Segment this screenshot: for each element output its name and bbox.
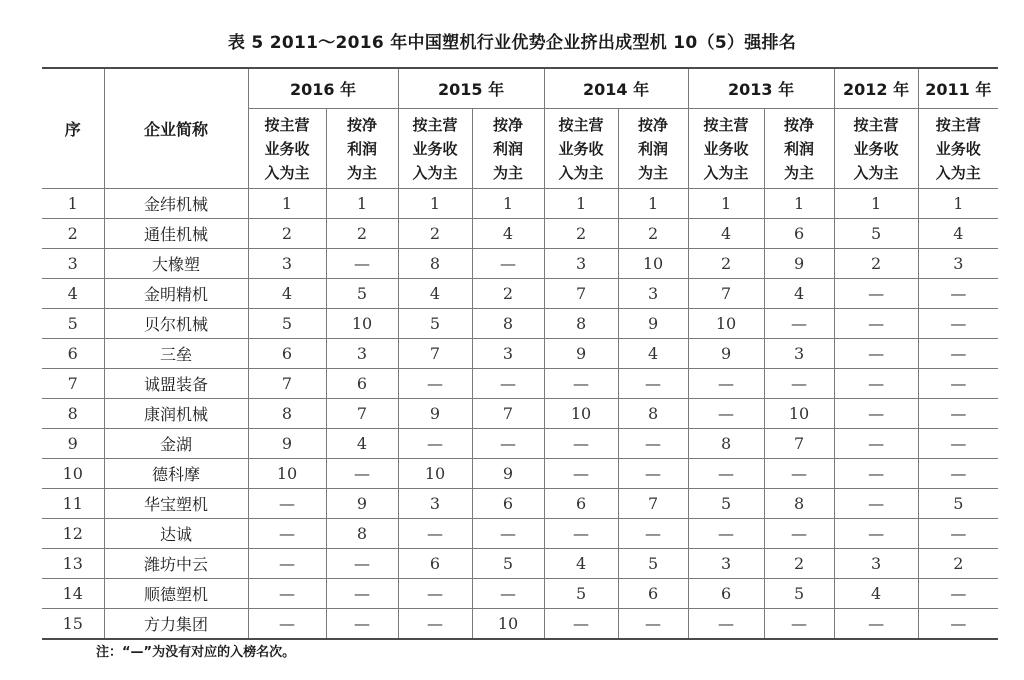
rank-cell: — [834, 309, 918, 339]
rank-cell: 8 [764, 489, 834, 519]
table-row [42, 189, 998, 219]
row-company-name: 康润机械 [104, 399, 248, 429]
rank-cell: — [618, 429, 688, 459]
rank-cell: — [544, 369, 618, 399]
table-row [42, 549, 998, 579]
rank-cell: 9 [326, 489, 398, 519]
rank-cell: 1 [472, 189, 544, 219]
rank-cell: 9 [398, 399, 472, 429]
header-by-profit [618, 109, 688, 189]
rank-cell: 1 [544, 189, 618, 219]
row-company-name: 德科摩 [104, 459, 248, 489]
rank-cell: 4 [688, 219, 764, 249]
rank-cell: 4 [472, 219, 544, 249]
rank-cell: 8 [472, 309, 544, 339]
rank-cell: 2 [326, 219, 398, 249]
rank-cell: — [248, 519, 326, 549]
rank-cell: — [918, 399, 998, 429]
rank-cell: — [326, 459, 398, 489]
rank-cell: 2 [764, 549, 834, 579]
rank-cell: — [918, 519, 998, 549]
rank-cell: — [248, 489, 326, 519]
rank-cell: 8 [248, 399, 326, 429]
rank-cell: 8 [398, 249, 472, 279]
rank-cell: 5 [918, 489, 998, 519]
rank-cell: — [918, 609, 998, 640]
rank-cell: — [326, 249, 398, 279]
row-seq: 15 [42, 609, 104, 640]
rank-cell: 10 [544, 399, 618, 429]
rank-cell: 2 [398, 219, 472, 249]
header-line: 利润 [638, 139, 669, 158]
header-line: 入为主 [264, 163, 310, 182]
rank-cell: 1 [398, 189, 472, 219]
rank-cell: 6 [398, 549, 472, 579]
header-line: 利润 [493, 139, 524, 158]
row-company-name: 顺德塑机 [104, 579, 248, 609]
header-by-revenue [688, 109, 764, 189]
rank-cell: 1 [326, 189, 398, 219]
rank-cell: 5 [688, 489, 764, 519]
header-line: 业务收 [264, 139, 310, 158]
row-seq: 6 [42, 339, 104, 369]
rank-cell: — [764, 369, 834, 399]
header-line: 按主营 [264, 115, 310, 134]
row-seq: 14 [42, 579, 104, 609]
rank-cell: 9 [688, 339, 764, 369]
rank-cell: 7 [398, 339, 472, 369]
header-line: 入为主 [558, 163, 604, 182]
rank-cell: 5 [248, 309, 326, 339]
rank-cell: 9 [618, 309, 688, 339]
rank-cell: 2 [918, 549, 998, 579]
rank-cell: — [918, 459, 998, 489]
rank-cell: — [834, 459, 918, 489]
header-line: 按净 [784, 115, 815, 134]
rank-cell: 10 [398, 459, 472, 489]
header-line: 入为主 [703, 163, 749, 182]
rank-cell: 10 [764, 399, 834, 429]
rank-cell: 9 [764, 249, 834, 279]
table-row [42, 249, 998, 279]
rank-cell: 7 [688, 279, 764, 309]
header-line: 业务收 [935, 139, 981, 158]
rank-cell: 4 [248, 279, 326, 309]
rank-cell: — [834, 609, 918, 640]
row-seq: 9 [42, 429, 104, 459]
header-year-2011: 2011 年 [918, 68, 998, 109]
rank-cell: 3 [688, 549, 764, 579]
rank-cell: 6 [618, 579, 688, 609]
rank-cell: 10 [248, 459, 326, 489]
header-year-2013: 2013 年 [688, 68, 834, 109]
rank-cell: — [544, 609, 618, 640]
rank-cell: 2 [248, 219, 326, 249]
table-row [42, 609, 998, 640]
rank-cell: 6 [326, 369, 398, 399]
rank-cell: 8 [326, 519, 398, 549]
header-by-revenue [544, 109, 618, 189]
header-by-revenue [918, 109, 998, 189]
header-line: 按净 [347, 115, 378, 134]
rank-cell: 9 [248, 429, 326, 459]
rank-cell: 7 [618, 489, 688, 519]
rank-cell: — [834, 489, 918, 519]
rank-cell: — [834, 399, 918, 429]
row-company-name: 金明精机 [104, 279, 248, 309]
row-company-name: 通佳机械 [104, 219, 248, 249]
row-company-name: 三垒 [104, 339, 248, 369]
row-seq: 13 [42, 549, 104, 579]
header-line: 按主营 [558, 115, 604, 134]
header-line: 按净 [638, 115, 669, 134]
rank-cell: 1 [618, 189, 688, 219]
rank-cell: 4 [544, 549, 618, 579]
rank-cell: — [398, 579, 472, 609]
table-row [42, 219, 998, 249]
rank-cell: — [398, 369, 472, 399]
rank-cell: — [544, 519, 618, 549]
rank-cell: 10 [472, 609, 544, 640]
rank-cell: — [688, 399, 764, 429]
rank-cell: 2 [834, 249, 918, 279]
rank-cell: 5 [764, 579, 834, 609]
rank-cell: 10 [326, 309, 398, 339]
rank-cell: 4 [326, 429, 398, 459]
header-by-profit [472, 109, 544, 189]
rank-cell: — [398, 609, 472, 640]
header-line: 业务收 [703, 139, 749, 158]
rank-cell: 1 [248, 189, 326, 219]
table-row [42, 399, 998, 429]
table-title: 表 5 2011～2016 年中国塑机行业优势企业挤出成型机 10（5）强排名 [227, 33, 797, 53]
header-by-revenue [398, 109, 472, 189]
rank-cell: 7 [472, 399, 544, 429]
header-line: 业务收 [558, 139, 604, 158]
header-line: 利润 [347, 139, 378, 158]
rank-cell: 2 [688, 249, 764, 279]
row-seq: 10 [42, 459, 104, 489]
rank-cell: — [326, 549, 398, 579]
rank-cell: — [834, 519, 918, 549]
rank-cell: — [248, 579, 326, 609]
row-company-name: 金纬机械 [104, 189, 248, 219]
rank-cell: 5 [472, 549, 544, 579]
rank-cell: 3 [918, 249, 998, 279]
rank-cell: 7 [326, 399, 398, 429]
rank-cell: — [764, 459, 834, 489]
table-row [42, 579, 998, 609]
rank-cell: — [688, 609, 764, 640]
header-row-years [42, 68, 998, 109]
header-line: 为主 [638, 163, 669, 182]
rank-cell: 4 [764, 279, 834, 309]
footnote: 注：“—”为没有对应的入榜名次。 [96, 645, 296, 660]
rank-cell: 3 [834, 549, 918, 579]
rank-cell: — [398, 519, 472, 549]
rank-cell: — [326, 579, 398, 609]
header-by-profit [764, 109, 834, 189]
rank-cell: — [918, 339, 998, 369]
rank-cell: 8 [544, 309, 618, 339]
table-row [42, 459, 998, 489]
header-line: 按主营 [703, 115, 749, 134]
row-company-name: 金湖 [104, 429, 248, 459]
rank-cell: — [688, 369, 764, 399]
rank-cell: 3 [544, 249, 618, 279]
rank-cell: — [618, 369, 688, 399]
header-by-profit [326, 109, 398, 189]
header-line: 为主 [784, 163, 815, 182]
rank-cell: — [472, 519, 544, 549]
row-seq: 1 [42, 189, 104, 219]
rank-cell: — [618, 459, 688, 489]
rank-cell: — [472, 249, 544, 279]
rank-cell: 7 [544, 279, 618, 309]
row-company-name: 华宝塑机 [104, 489, 248, 519]
rank-cell: — [326, 609, 398, 640]
rank-cell: — [918, 309, 998, 339]
row-seq: 11 [42, 489, 104, 519]
rank-cell: — [688, 459, 764, 489]
header-company-name: 企业简称 [104, 68, 248, 189]
header-line: 入为主 [853, 163, 899, 182]
rank-cell: 3 [248, 249, 326, 279]
row-company-name: 贝尔机械 [104, 309, 248, 339]
rank-cell: — [764, 519, 834, 549]
rank-cell: 8 [618, 399, 688, 429]
rank-cell: — [918, 579, 998, 609]
table-row [42, 489, 998, 519]
table-row [42, 429, 998, 459]
rank-cell: 2 [472, 279, 544, 309]
table-body [42, 189, 998, 640]
table-row [42, 519, 998, 549]
rank-cell: 7 [248, 369, 326, 399]
header-by-revenue [834, 109, 918, 189]
rank-cell: — [918, 369, 998, 399]
row-seq: 12 [42, 519, 104, 549]
rank-cell: 9 [472, 459, 544, 489]
rank-cell: 5 [544, 579, 618, 609]
rank-cell: 6 [764, 219, 834, 249]
rank-cell: — [472, 579, 544, 609]
header-year-2015: 2015 年 [398, 68, 544, 109]
rank-cell: 1 [918, 189, 998, 219]
row-company-name: 潍坊中云 [104, 549, 248, 579]
rank-cell: — [618, 609, 688, 640]
row-company-name: 达诚 [104, 519, 248, 549]
rank-cell: — [618, 519, 688, 549]
row-seq: 8 [42, 399, 104, 429]
rank-cell: 1 [834, 189, 918, 219]
rank-cell: 6 [688, 579, 764, 609]
header-line: 入为主 [935, 163, 981, 182]
header-year-2014: 2014 年 [544, 68, 688, 109]
row-seq: 4 [42, 279, 104, 309]
rank-cell: — [764, 609, 834, 640]
row-seq: 3 [42, 249, 104, 279]
table-row [42, 279, 998, 309]
rank-cell: 5 [618, 549, 688, 579]
header-line: 业务收 [853, 139, 899, 158]
rank-cell: 4 [618, 339, 688, 369]
rank-cell: 1 [764, 189, 834, 219]
rank-cell: 8 [688, 429, 764, 459]
rank-cell: — [918, 279, 998, 309]
rank-cell: — [834, 429, 918, 459]
row-seq: 7 [42, 369, 104, 399]
rank-cell: 6 [248, 339, 326, 369]
rank-cell: 3 [472, 339, 544, 369]
rank-cell: — [248, 549, 326, 579]
header-line: 为主 [493, 163, 524, 182]
rank-cell: 3 [618, 279, 688, 309]
rank-cell: — [834, 339, 918, 369]
rank-cell: — [472, 369, 544, 399]
rank-cell: 6 [544, 489, 618, 519]
rank-cell: 10 [618, 249, 688, 279]
rank-cell: 4 [834, 579, 918, 609]
rank-cell: — [248, 609, 326, 640]
rank-cell: — [834, 369, 918, 399]
rank-cell: — [834, 279, 918, 309]
header-line: 入为主 [412, 163, 458, 182]
rank-cell: 9 [544, 339, 618, 369]
row-company-name: 方力集团 [104, 609, 248, 640]
rank-cell: — [398, 429, 472, 459]
rank-cell: — [544, 429, 618, 459]
table-row [42, 309, 998, 339]
rank-cell: 5 [834, 219, 918, 249]
rank-cell: — [688, 519, 764, 549]
rank-cell: 5 [398, 309, 472, 339]
rank-cell: — [764, 309, 834, 339]
header-line: 按主营 [853, 115, 899, 134]
row-company-name: 大橡塑 [104, 249, 248, 279]
rank-cell: — [918, 429, 998, 459]
header-line: 按主营 [935, 115, 981, 134]
rank-cell: — [472, 429, 544, 459]
rank-cell: 4 [918, 219, 998, 249]
header-year-2016: 2016 年 [248, 68, 398, 109]
rank-cell: 4 [398, 279, 472, 309]
ranking-table [42, 67, 998, 640]
table-row [42, 339, 998, 369]
row-seq: 2 [42, 219, 104, 249]
header-line: 按主营 [412, 115, 458, 134]
rank-cell: 6 [472, 489, 544, 519]
rank-cell: 2 [544, 219, 618, 249]
header-seq: 序 [42, 68, 104, 189]
header-line: 业务收 [412, 139, 458, 158]
header-by-revenue [248, 109, 326, 189]
header-line: 为主 [347, 163, 378, 182]
rank-cell: 2 [618, 219, 688, 249]
rank-cell: 3 [398, 489, 472, 519]
header-line: 利润 [784, 139, 815, 158]
rank-cell: 10 [688, 309, 764, 339]
row-seq: 5 [42, 309, 104, 339]
row-company-name: 诚盟装备 [104, 369, 248, 399]
rank-cell: 3 [326, 339, 398, 369]
rank-cell: — [544, 459, 618, 489]
header-line: 按净 [493, 115, 524, 134]
rank-cell: 5 [326, 279, 398, 309]
table-row [42, 369, 998, 399]
rank-cell: 3 [764, 339, 834, 369]
rank-cell: 1 [688, 189, 764, 219]
header-year-2012: 2012 年 [834, 68, 918, 109]
rank-cell: 7 [764, 429, 834, 459]
